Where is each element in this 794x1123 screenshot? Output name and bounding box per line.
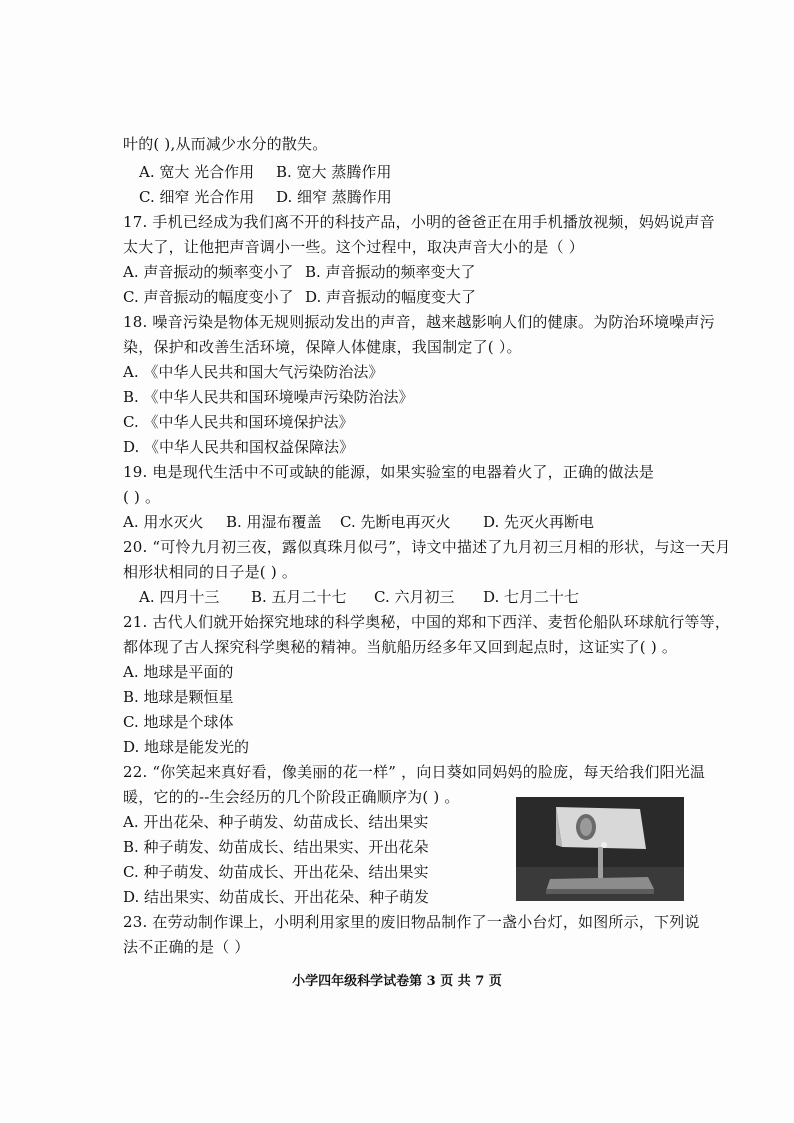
q19-stem-line1: 19. 电是现代生活中不可或缺的能源，如果实验室的电器着火了，正确的做法是 — [123, 463, 655, 481]
q19-option-c: C. 先断电再灭火 — [340, 513, 451, 531]
q17-stem-line2: 太大了，让他把声音调小一些。这个过程中，取决声音大小的是（ ） — [123, 238, 584, 256]
q16-option-a: A. 宽大 光合作用 — [139, 163, 255, 181]
q18-stem-line2: 染，保护和改善生活环境，保障人体健康，我国制定了( ）。 — [123, 338, 522, 356]
q17-stem-line1: 17. 手机已经成为我们离不开的科技产品，小明的爸爸正在用手机播放视频，妈妈说声音 — [123, 213, 715, 231]
q17-option-a: A. 声音振动的频率变小了 — [123, 263, 294, 281]
q20-stem-line2: 相形状相同的日子是( ) 。 — [123, 563, 298, 581]
q23-stem-line2: 法不正确的是（ ） — [123, 938, 250, 956]
q22-option-b: B. 种子萌发、幼苗成长、结出果实、开出花朵 — [123, 838, 429, 856]
q19-option-a: A. 用水灭火 — [123, 513, 204, 531]
q16-option-b: B. 宽大 蒸腾作用 — [276, 163, 392, 181]
q18-stem-line1: 18. 噪音污染是物体无规则振动发出的声音，越来越影响人们的健康。为防治环境噪声污 — [123, 313, 715, 331]
table-lamp-photo — [516, 797, 684, 901]
q16-option-d: D. 细窄 蒸腾作用 — [276, 188, 392, 206]
q18-option-b: B. 《中华人民共和国环境噪声污染防治法》 — [123, 388, 414, 406]
q20-option-b: B. 五月二十七 — [251, 588, 347, 606]
q19-stem-line2: ( ) 。 — [123, 488, 161, 506]
q17-option-d: D. 声音振动的幅度变大了 — [305, 288, 477, 306]
q22-option-a: A. 开出花朵、种子萌发、幼苗成长、结出果实 — [123, 813, 429, 831]
table-lamp-illustration — [516, 797, 684, 901]
q20-option-a: A. 四月十三 — [139, 588, 220, 606]
q17-option-c: C. 声音振动的幅度变小了 — [123, 288, 294, 306]
q20-stem-line1: 20. “可怜九月初三夜，露似真珠月似弓”，诗文中描述了九月初三月相的形状，与这一天月 — [123, 538, 731, 556]
q21-option-b: B. 地球是颗恒星 — [123, 688, 234, 706]
q18-option-a: A. 《中华人民共和国大气污染防治法》 — [123, 363, 384, 381]
q22-option-d: D. 结出果实、幼苗成长、开出花朵、种子萌发 — [123, 888, 430, 906]
q19-option-b: B. 用湿布覆盖 — [226, 513, 322, 531]
q18-option-d: D. 《中华人民共和国权益保障法》 — [123, 438, 355, 456]
q22-option-c: C. 种子萌发、幼苗成长、开出花朵、结出果实 — [123, 863, 429, 881]
q16-continuation: 叶的( ),从而减少水分的散失。 — [123, 135, 328, 153]
q16-option-c: C. 细窄 光合作用 — [139, 188, 255, 206]
q21-stem-line1: 21. 古代人们就开始探究地球的科学奥秘，中国的郑和下西洋、麦哲伦船队环球航行等等， — [123, 613, 731, 631]
q21-stem-line2: 都体现了古人探究科学奥秘的精神。当航船历经多年又回到起点时，这证实了( ) 。 — [123, 638, 678, 656]
q17-option-b: B. 声音振动的频率变大了 — [305, 263, 476, 281]
q22-stem-line1: 22. “你笑起来真好看，像美丽的花一样” ，向日葵如同妈妈的脸庞，每天给我们阳光温 — [123, 763, 706, 781]
q21-option-d: D. 地球是能发光的 — [123, 738, 250, 756]
q22-stem-line2: 暖，它的的--生会经历的几个阶段正确顺序为( ) 。 — [123, 788, 460, 806]
q21-option-c: C. 地球是个球体 — [123, 713, 234, 731]
q23-stem-line1: 23. 在劳动制作课上，小明利用家里的废旧物品制作了一盏小台灯，如图所示，下列说 — [123, 913, 700, 931]
q20-option-c: C. 六月初三 — [374, 588, 455, 606]
q18-option-c: C. 《中华人民共和国环境保护法》 — [123, 413, 354, 431]
page-footer: 小学四年级科学试卷第 3 页 共 7 页 — [292, 974, 502, 989]
q20-option-d: D. 七月二十七 — [483, 588, 580, 606]
q21-option-a: A. 地球是平面的 — [123, 663, 234, 681]
q19-option-d: D. 先灭火再断电 — [483, 513, 595, 531]
